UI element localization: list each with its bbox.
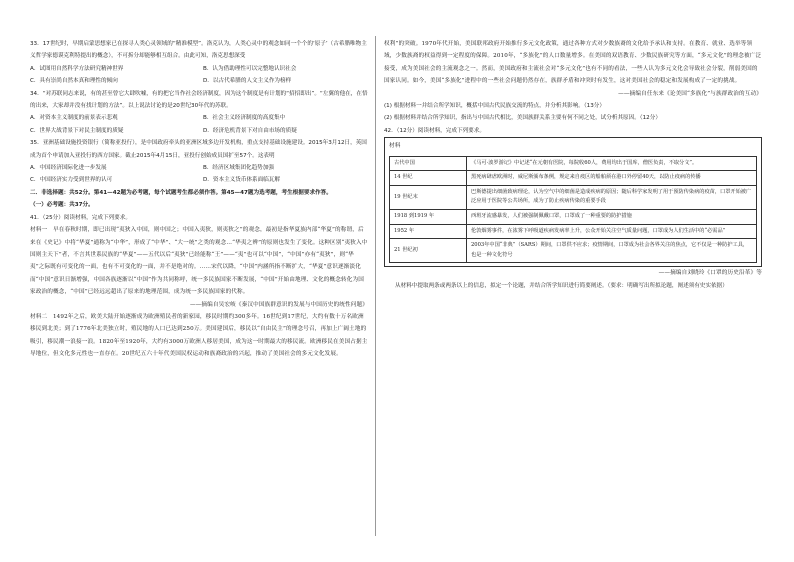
q35-option-b: B．经济区域集团化趋势加强 bbox=[203, 165, 274, 172]
q35-option-d: D．资本主义货币体系面临瓦解 bbox=[203, 177, 281, 184]
q42-material-box bbox=[384, 137, 762, 267]
section-two-heading: 二．非选择题：共52分。第41—42题为必考题，每个试题考生都必须作答。第45—47题为选考题，考生根据要求作答。 bbox=[30, 189, 332, 196]
table-row bbox=[390, 171, 757, 186]
q41-material-two-continued: 权利”的突破。1970年代开始，美国联邦政府开始推行多元文化政策，通过各种方式对少数族裔的文化给予承认和支持。在教育、就业、选举等领域，少数族裔的权益得到一定程度的保障。2010年，“多族化”的人口数量增多。在美国的双语教育、少数民族研究等方面，“多元文化”的理念被广泛接受，成为美国社会的主流观念之一。然而，美国政府和主流社会对“多元文化”也有不同的看法，一些人认为多元文化会导致社会分裂，削弱美国的国家认同。如今，美国“多族化”进程中的一些社会问题仍然存在，族群矛盾和冲突时有发生，这对美国社会的稳定和发展构成了一定的挑战。 bbox=[384, 41, 762, 85]
table-cell-desc: 2003年中国“非典”（SARS）期间，口罩供不应求；疫情期间，口罩成为社会各界关注的焦点，它不仅是一种防护工具，也是一种文化符号 bbox=[467, 239, 757, 263]
q33-option-c: C．具有崇尚自然本真和理性的倾向 bbox=[30, 78, 118, 85]
column-divider bbox=[375, 36, 376, 536]
q41-heading: 41．（25分）阅读材料，完成下列要求。 bbox=[30, 214, 131, 221]
table-cell-desc: 黑死病肆虐欧洲时，威尼斯颁布条例，规定来自疫区的船舶须在港口外停留40天，以防止疫病的传播 bbox=[467, 171, 757, 186]
table-row bbox=[390, 224, 757, 239]
q35-options bbox=[30, 162, 368, 187]
q34-option-c: C．世界大战背景下对民主制度的质疑 bbox=[30, 127, 124, 134]
left-column bbox=[30, 38, 368, 361]
q34-stem: 34．“对苏联同志来说，有的甚至曾它大肆吹嘘，有的把它当作社会经济制度，因为这个制度是有计划的“招招即出”。“左翼的他在，在悟的出来，大家却并没有找计划的方法”。以上说法讨论的是20世纪30年代的苏联。 bbox=[30, 90, 368, 110]
table-cell-desc: 西班牙流感暴发，人们被强制佩戴口罩，口罩成了一种重要的防护措施 bbox=[467, 210, 757, 225]
q34-option-a: A．对资本主义制度的前景表示悲观 bbox=[30, 115, 118, 122]
q41-question-1: (1) 根据材料一并结合所学知识，概括中国古代民族交流的特点，并分析其影响。（13分） bbox=[384, 103, 605, 110]
table-cell-era: 1918 到1919 年 bbox=[390, 210, 467, 225]
q41-material-one-source: ——摘编自吴宏岐《秦汉中国族群意识的发展与中国历史的统性问题》 bbox=[189, 301, 368, 308]
q42-heading: 42．（12分）阅读材料，完成下列要求。 bbox=[384, 127, 485, 134]
q34-option-d: D．经济危机背景下对自由市场的质疑 bbox=[203, 127, 297, 134]
q41-material-two: 材料二 1492年之后，欧美大陆开始逐渐成为欧洲殖民者的新家园，移民时期约300多年。16世纪到17世纪，大约有数十万名欧洲移民到北美；到了1776年北美独立时，殖民地的人口已达到250万。美国建国后，移民以“自由民主”的理念号召，再加上广阔土地的吸引，移民潮一浪接一浪。1820年至1920年，大约有3000万欧洲人移居美国，成为这一时期最大的移民流。欧洲移民在美国占据主导地位，但文化多元性也一直存在。20世纪五六十年代美国民权运动和族裔政治的兴起，推动了美国社会的多元文化发展。 bbox=[30, 313, 368, 358]
q34-options bbox=[30, 112, 368, 137]
q41-material-one: 材料一 早在春秋时期，即已出现“夷狄入中国，则中国之；中国入夷狄，则夷狄之”的观念，最初是指华夏族内部“华夏”的称谓，后来在《史记》中将“华夏”通称为“中华”，形成了“中华”、“大一统”之类的观念…“华夷之辨”的原则也发生了变化。这种区别“夷狄入中国则主天下”者，不言其世系民族的“华夏”——五代以后“夷狄”已经能称“王”——“夷”也可以“中国”，“中国”亦有“夷狄”，则“华夷”之际既有可变化的一面，也有不可变化的一面，并不是绝对的。……宋代以降，“中国”内涵所指不断扩大，“华夏”意识逐渐淡化而“中国”意识日渐增强，中国各族逐渐以“中国”作为共同称呼，统一多民族国家不断发展，“中国”开始由地理、文化的概念转化为国家政治的概念，“中国”已经远远超出了原来的地理范围，成为统一多民族国家的代称。 bbox=[30, 227, 368, 296]
table-row bbox=[390, 185, 757, 209]
table-row bbox=[390, 239, 757, 263]
q41-material-two-source: ——摘编自任东来《论美国“多族化”与族群政治的互动》 bbox=[618, 90, 762, 97]
q35-option-c: C．中国经济实力受到世界的认可 bbox=[30, 177, 113, 184]
required-subheading: （一）必考题：共37分。 bbox=[30, 202, 94, 209]
right-column bbox=[384, 38, 762, 292]
q35-stem: 35．亚洲基础设施投资银行（简称亚投行），是中国政府牵头的亚洲区域多边开发机构，重点支持基础设施建设。2015年3月12日，英国成为首个申请加入亚投行的西方国家。截止2015年4月15日，亚投行创始成员国扩至57个。这表明 bbox=[30, 140, 367, 159]
q33-stem: 33．17世纪时，早期启蒙思想家已在探寻人类心灵领域的“精准模型”。洛克认为，人类心灵中的观念如同一个个的‘原子’（古希腊唯物主义哲学家德谟克利特提出的概念），不可拆分却能够相互组合。由此可知，洛克思想深受 bbox=[30, 41, 367, 60]
table-cell-desc: 《马可·波罗游记》中记述“在元朝有医院，每院收60人，费用均出于国库，僧医负责，不取分文”。 bbox=[467, 156, 757, 171]
table-row bbox=[390, 210, 757, 225]
table-cell-era: 古代中国 bbox=[390, 156, 467, 171]
mask-history-table bbox=[389, 156, 757, 264]
q35-option-a: A．中国经济国际化进一步发展 bbox=[30, 165, 107, 172]
q33-option-a: A．试图用自然科学方法研究精神世界 bbox=[30, 65, 124, 72]
table-cell-era: 14 世纪 bbox=[390, 171, 467, 186]
q34-option-b: B．社会主义经济制度的高度集中 bbox=[203, 115, 286, 122]
table-cell-era: 1952 年 bbox=[390, 224, 467, 239]
q42-task: 从材料中提取两条或两条以上的信息，拟定一个论题，并结合所学知识进行简要阐述。（要求：明确写出所拟论题，阐述须有史实依据） bbox=[395, 282, 728, 289]
q42-table-source: ——摘编自刘晓玲《口罩的历史沿革》等 bbox=[658, 270, 762, 277]
q41-question-2: (2) 根据材料并结合所学知识，指出与中国古代相比，美国族群关系主要有何不同之处，试分析其原因。（12分） bbox=[384, 115, 661, 122]
table-row bbox=[390, 156, 757, 171]
q33-option-b: B．认为借助理性可以完整地认识社会 bbox=[203, 65, 297, 72]
table-cell-desc: 巴斯德提出细菌致病理论，认为空气中的细菌是造成疾病的原因；随后科学家发明了用于预防传染病的疫苗，口罩开始被广泛应用于医院等公共场所，成为了防止疾病传染的重要手段 bbox=[467, 185, 757, 209]
q42-material-label: 材料 bbox=[389, 143, 401, 150]
q33-options bbox=[30, 63, 368, 88]
q33-option-d: D．以古代希腊的人文主义作为榜样 bbox=[203, 78, 292, 85]
table-cell-era: 19 世纪末 bbox=[390, 185, 467, 209]
table-cell-desc: 伦敦烟雾事件，在浓雾下呼吸道疾病发病率上升，公众开始关注空气质量问题，口罩成为人们生活中的“必需品” bbox=[467, 224, 757, 239]
table-cell-era: 21 世纪初 bbox=[390, 239, 467, 263]
